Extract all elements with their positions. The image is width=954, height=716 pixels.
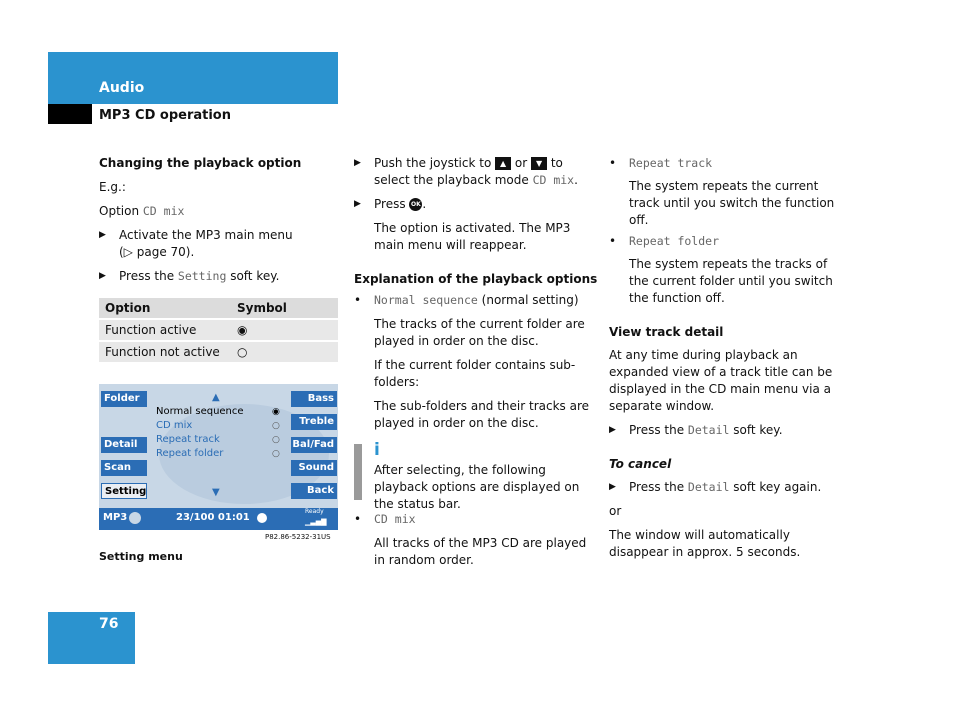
radio-inactive-icon: ○: [272, 421, 280, 431]
auto-disappear-text: The window will automatically disappear in approx. 5 seconds.: [609, 528, 801, 559]
step-press-setting: [99, 268, 339, 285]
radio-inactive-icon: ○: [231, 342, 338, 362]
joystick-up-icon: ▲: [495, 157, 511, 170]
screen-button-scan: Scan: [101, 460, 147, 476]
step2-suffix: soft key.: [226, 269, 280, 283]
press-end: .: [422, 197, 427, 211]
setting-softkey-name: Setting: [177, 269, 227, 283]
press-text: Press: [374, 197, 410, 211]
ok-button-icon: OK: [409, 198, 422, 211]
repeat-track-desc: The system repeats the current track until you switch the function off.: [629, 179, 835, 227]
option-cd-mix: [354, 511, 599, 569]
table-row: [99, 320, 338, 340]
table-cell-option: Function not active: [99, 342, 231, 362]
section-marker: [48, 104, 92, 124]
normal-desc-2: If the current folder contains sub-folders:: [374, 358, 576, 389]
radio-active-icon: ◉: [231, 320, 338, 340]
heading-to-cancel: To cancel: [609, 457, 672, 471]
screen-button-folder: Folder: [101, 391, 147, 407]
option-cd-mix-item: [354, 511, 599, 528]
scroll-down-icon: ▼: [212, 487, 220, 498]
normal-desc-1: The tracks of the current folder are played in order on the disc.: [374, 317, 585, 348]
random-icon: [257, 513, 267, 523]
step-arrow-icon: ▶: [609, 482, 616, 492]
push-text-c: select the playback mode: [374, 173, 533, 187]
step-arrow-icon: ▶: [609, 425, 616, 435]
step-arrow-icon: ▶: [99, 230, 106, 240]
step-arrow-icon: ▶: [354, 158, 361, 168]
menu-item-normal-sequence: Normal sequence: [156, 406, 244, 417]
normal-sequence-code: Normal sequence: [374, 293, 478, 307]
radio-active-icon: ◉: [272, 407, 280, 417]
signal-strength-icon: ▁▃▅▇: [305, 518, 327, 526]
screen-button-sound: Sound: [291, 460, 337, 476]
bullet-icon: •: [609, 156, 617, 170]
image-reference-code: P82.86-5232-31US: [265, 533, 331, 541]
press2-prefix: Press the: [629, 480, 688, 494]
option-prefix: Option: [99, 204, 143, 218]
normal-suffix: (normal setting): [477, 293, 579, 307]
step-arrow-icon: ▶: [354, 199, 361, 209]
radio-inactive-icon: ○: [272, 435, 280, 445]
option-line: [99, 203, 339, 220]
info-bar: [354, 444, 362, 500]
step-arrow-icon: ▶: [99, 271, 106, 281]
step2-prefix: Press the: [119, 269, 178, 283]
screen-button-back: Back: [291, 483, 337, 499]
step-activate-menu: [99, 227, 339, 261]
push-or: or: [511, 156, 532, 170]
option-value: CD mix: [142, 204, 185, 218]
cd-mix-code: CD mix: [374, 512, 416, 526]
bullet-icon: •: [354, 293, 362, 307]
repeat-folder-desc: The system repeats the tracks of the current folder until you switch the function off.: [629, 257, 833, 305]
push-text-b: to: [547, 156, 563, 170]
heading-explanation: Explanation of the playback options: [354, 272, 598, 286]
heading-view-track-detail: View track detail: [609, 325, 724, 339]
normal-desc-3: The sub-folders and their tracks are played in order on the disc.: [374, 399, 590, 430]
menu-item-repeat-track: Repeat track: [156, 434, 220, 445]
step-push-joystick: [354, 155, 599, 189]
status-mode: MP3: [103, 512, 128, 523]
push-text-a: Push the joystick to: [374, 156, 496, 170]
table-cell-option: Function active: [99, 320, 231, 340]
step1-ref: (▷ page 70).: [119, 245, 195, 259]
or-text: or: [609, 504, 622, 518]
step-press-detail-again: [609, 479, 849, 496]
cd-mix-desc: All tracks of the MP3 CD are played in random order.: [374, 536, 587, 567]
screen-status-bar: [99, 508, 338, 530]
status-ready: Ready: [305, 508, 324, 515]
page-subtitle: MP3 CD operation: [99, 108, 231, 123]
page-number-box: [48, 612, 135, 664]
joystick-down-icon: ▼: [531, 157, 547, 170]
option-repeat-track: [609, 155, 849, 172]
column-2: [354, 155, 599, 432]
push-end: .: [574, 173, 578, 187]
symbol-table: [99, 296, 338, 364]
heading-changing-option: Changing the playback option: [99, 156, 302, 170]
scroll-up-icon: ▲: [212, 392, 220, 403]
page-number: 76: [99, 616, 119, 632]
press1-suffix: soft key.: [729, 423, 783, 437]
step-press-detail: [609, 422, 849, 439]
column-3: [609, 155, 849, 561]
table-row: [99, 342, 338, 362]
screen-button-bal-fad: Bal/Fad: [291, 437, 337, 453]
screen-button-treble: Treble: [291, 414, 337, 430]
section-title: Audio: [99, 80, 145, 96]
detail-softkey-name: Detail: [687, 480, 730, 494]
option-repeat-folder: [609, 233, 849, 250]
radio-inactive-icon: ○: [272, 449, 280, 459]
table-header-option: Option: [99, 298, 231, 318]
step1-text: Activate the MP3 main menu: [119, 228, 293, 242]
setting-menu-screen: [99, 384, 338, 530]
activated-text: The option is activated. The MP3 main menu will reappear.: [374, 221, 571, 252]
repeat-track-code: Repeat track: [629, 156, 713, 170]
screen-button-detail: Detail: [101, 437, 147, 453]
view-detail-para: At any time during playback an expanded view of a track title can be displayed in the CD main menu via a separate window.: [609, 348, 833, 413]
menu-item-repeat-folder: Repeat folder: [156, 448, 224, 459]
option-normal-sequence: [354, 292, 599, 309]
table-header-symbol: Symbol: [231, 298, 338, 318]
screen-button-setting: Setting: [101, 483, 147, 499]
screen-button-bass: Bass: [291, 391, 337, 407]
bullet-icon: •: [354, 512, 362, 526]
info-icon: i: [374, 440, 380, 460]
column-1: [99, 155, 339, 285]
cd-mix-code: CD mix: [532, 173, 575, 187]
bullet-icon: •: [609, 234, 617, 248]
repeat-folder-code: Repeat folder: [629, 234, 720, 248]
status-track-time: 23/100 01:01: [176, 512, 250, 523]
header-bar: [48, 52, 338, 104]
menu-item-cd-mix: CD mix: [156, 420, 193, 431]
press1-prefix: Press the: [629, 423, 688, 437]
cd-icon: [129, 512, 141, 524]
eg-text: E.g.:: [99, 180, 126, 194]
step-press-ok: [354, 196, 599, 213]
figure-caption: Setting menu: [99, 550, 183, 563]
info-text: After selecting, the following playback options are displayed on the status bar.: [374, 463, 580, 511]
detail-softkey-name: Detail: [687, 423, 730, 437]
press2-suffix: soft key again.: [729, 480, 822, 494]
